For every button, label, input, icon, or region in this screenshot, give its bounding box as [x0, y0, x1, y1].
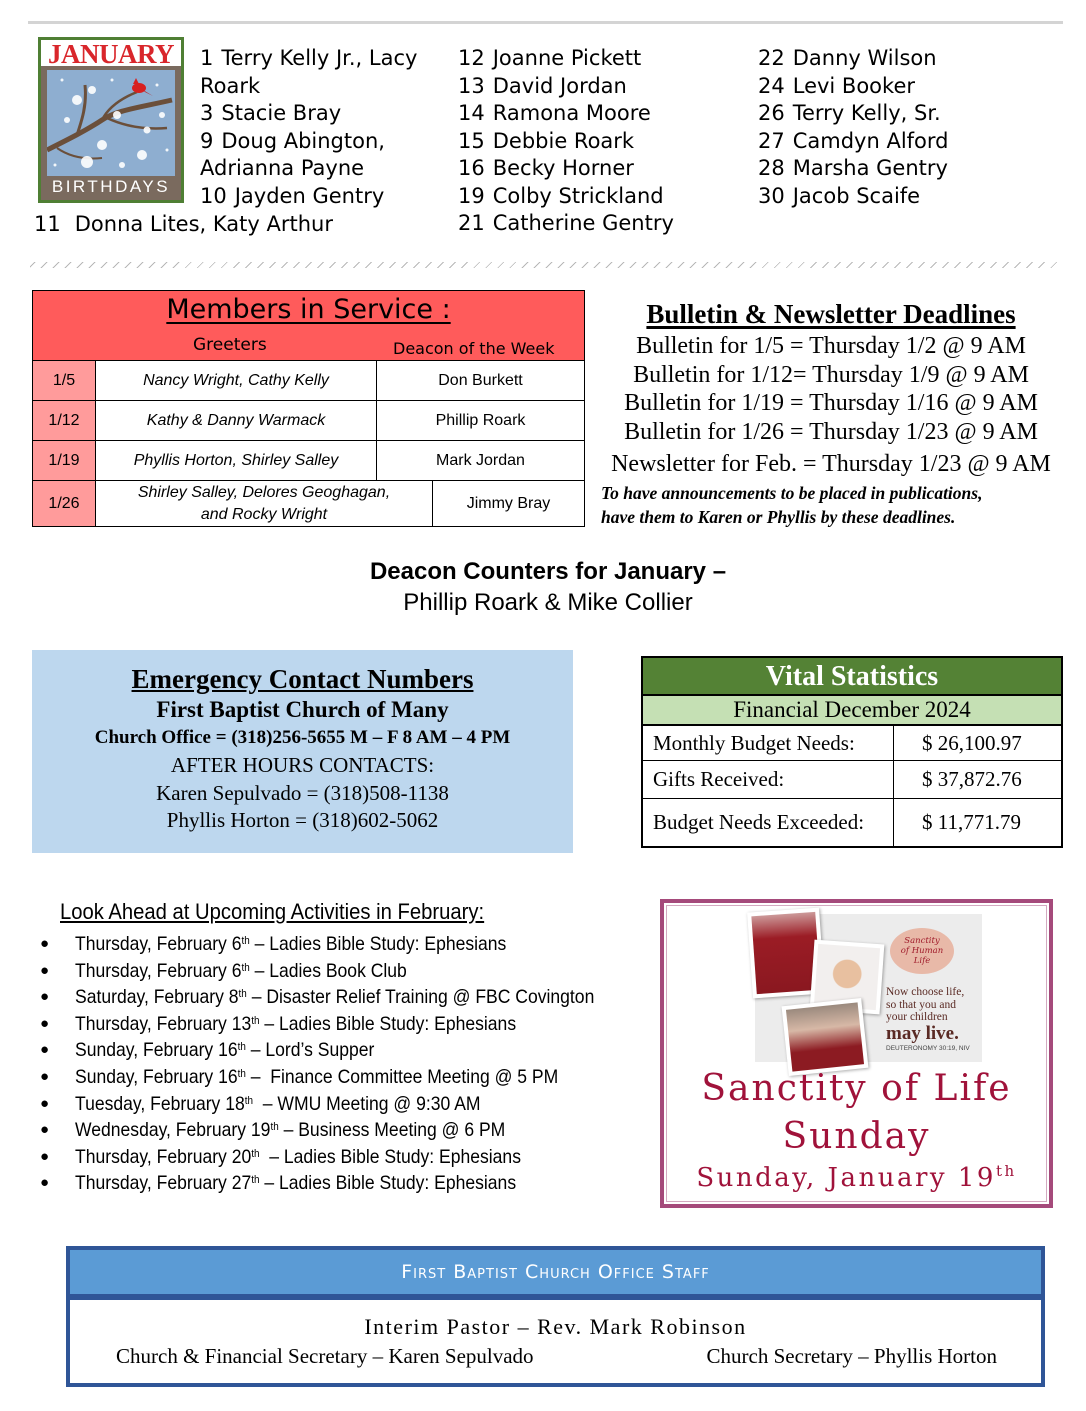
activity-event: – Ladies Bible Study: Ephesians: [259, 1145, 521, 1168]
birthday-day: 15: [458, 128, 485, 153]
activity-event: – WMU Meeting @ 9:30 AM: [253, 1092, 481, 1115]
activity-date: Thursday, February 13: [75, 1012, 252, 1035]
date-suffix: th: [270, 1121, 279, 1134]
stat-label: Budget Needs Exceeded:: [643, 799, 894, 846]
january-birthdays-logo: [38, 37, 184, 203]
birthday-day: 13: [458, 73, 485, 98]
birthday-day: 21: [458, 211, 485, 235]
birthday-entry: [758, 100, 949, 128]
birthday-entry: [200, 45, 430, 100]
date-suffix: th: [237, 1067, 246, 1080]
vital-statistics-subtitle: Financial December 2024: [643, 696, 1061, 726]
activity-event: – Ladies Bible Study: Ephesians: [259, 1172, 517, 1195]
deadline-line: Bulletin for 1/5 = Thursday 1/2 @ 9 AM: [636, 333, 1026, 359]
sanctity-title-line1: Sanctity of Life: [701, 1068, 1012, 1109]
activity-text: [75, 1011, 516, 1038]
birthday-entry: [200, 183, 430, 211]
stat-label: Monthly Budget Needs:: [643, 726, 894, 760]
service-date: 1/5: [33, 361, 96, 400]
birthday-entry: [458, 100, 674, 128]
service-table-header: [33, 291, 584, 361]
activity-text: [75, 984, 594, 1011]
date-suffix: th: [251, 1147, 260, 1160]
birthday-names: Catherine Gentry: [492, 211, 674, 235]
service-title: Members in Service :: [166, 294, 451, 325]
birthdays-column-1: [200, 45, 430, 210]
bullet-icon: ●: [40, 961, 50, 979]
birthday-names: Doug Abington, Adrianna Payne: [200, 128, 385, 180]
activity-event: – Ladies Book Club: [249, 959, 407, 982]
service-date: 1/26: [33, 481, 96, 526]
greeters-column-header: Greeters: [193, 335, 267, 355]
deadlines-note-line: have them to Karen or Phyllis by these deadlines.: [601, 506, 956, 527]
older-woman-photo: [782, 998, 869, 1076]
activity-item: [40, 1011, 652, 1038]
activity-text: [75, 931, 506, 958]
look-ahead-list: [40, 931, 652, 1197]
activity-date: Thursday, February 6: [75, 933, 242, 955]
birthday-names: Joanne Pickett: [492, 46, 642, 70]
service-date: 1/12: [33, 401, 96, 440]
birthday-entry: [458, 183, 674, 211]
date-suffix: th: [251, 1174, 260, 1187]
birthday-names: Marsha Gentry: [792, 156, 948, 180]
verse-emphasis: may live.: [886, 1022, 959, 1044]
deacon-counters-names: Phillip Roark & Mike Collier: [403, 589, 693, 616]
birthday-names: Donna Lites, Katy Arthur: [74, 212, 333, 236]
sanctity-of-life-box: [660, 899, 1053, 1208]
activity-date: Tuesday, February 18: [75, 1092, 245, 1115]
sanctity-title-line2: Sunday: [782, 1116, 931, 1157]
activity-date: Thursday, February 20: [75, 1145, 252, 1168]
vital-statistics-title: Vital Statistics: [643, 658, 1061, 696]
vital-statistics-table: [641, 656, 1063, 848]
service-row: [33, 361, 584, 401]
deadline-line: Bulletin for 1/19 = Thursday 1/16 @ 9 AM: [624, 390, 1038, 416]
birthday-day: 22: [758, 46, 785, 70]
activity-text: [75, 1091, 481, 1118]
birthday-names: Debbie Roark: [492, 128, 635, 153]
sanctity-date-text: Sunday, January 19: [696, 1163, 996, 1193]
activity-item: [40, 1170, 652, 1197]
birthday-day: 30: [758, 183, 785, 208]
activity-date: Wednesday, February 19: [75, 1119, 271, 1142]
birthday-day: 24: [758, 73, 785, 98]
deadlines-note: [597, 481, 1065, 529]
service-greeters: Nancy Wright, Cathy Kelly: [96, 361, 377, 400]
birthdays-column-2: [458, 45, 674, 238]
badge-line: of Human: [900, 946, 944, 956]
birthday-entry: [458, 155, 674, 183]
birthday-entry: [458, 210, 674, 238]
birthday-day: 12: [458, 46, 485, 70]
service-row: [33, 441, 584, 481]
newsletter-deadline: Newsletter for Feb. = Thursday 1/23 @ 9 AM: [611, 451, 1051, 477]
stat-value: $ 11,771.79: [922, 810, 1021, 834]
deadline-line: Bulletin for 1/26 = Thursday 1/23 @ 9 AM: [624, 418, 1038, 445]
activity-text: [75, 958, 407, 985]
cardinal-on-branch-icon: [47, 70, 175, 176]
vital-statistics-row: [643, 799, 1061, 846]
activity-item: [40, 1117, 652, 1144]
birthday-entry: [758, 183, 949, 211]
stat-value: $ 26,100.97: [922, 730, 1022, 755]
top-divider: [28, 21, 1063, 24]
date-suffix: th: [244, 1094, 254, 1107]
birthday-names: Terry Kelly Jr., Lacy Roark: [200, 46, 418, 98]
vital-statistics-row: [643, 726, 1061, 761]
birthday-names: Becky Horner: [492, 156, 634, 180]
vital-statistics-row: [643, 761, 1061, 799]
birthday-entry: [458, 45, 674, 73]
office-staff-box: [66, 1246, 1045, 1387]
date-suffix: th: [241, 961, 250, 974]
church-secretary: Church Secretary – Phyllis Horton: [706, 1344, 997, 1368]
date-suffix: th: [237, 1041, 246, 1054]
date-suffix: th: [238, 988, 247, 1001]
stat-label: Gifts Received:: [643, 761, 894, 798]
bullet-icon: ●: [40, 1094, 50, 1112]
birthday-entry: [458, 128, 674, 156]
bullet-icon: ●: [40, 1147, 50, 1165]
emergency-contacts-box: [32, 650, 573, 853]
birthday-names: Danny Wilson: [792, 46, 937, 70]
members-in-service-table: [32, 290, 585, 527]
birthday-day: 10: [200, 183, 227, 208]
birthday-day: 28: [758, 156, 785, 180]
birthday-names: Stacie Bray: [221, 101, 342, 125]
birthday-day: 3: [200, 101, 214, 125]
deadlines-note-line: To have announcements to be placed in publications,: [601, 482, 983, 503]
birthdays-column-3: [758, 45, 949, 210]
activity-event: – Business Meeting @ 6 PM: [278, 1119, 506, 1142]
birthday-day: 19: [458, 183, 485, 208]
verse-line: so that you and: [886, 998, 956, 1011]
activity-event: – Ladies Bible Study: Ephesians: [249, 933, 507, 955]
activity-date: Thursday, February 6: [75, 959, 242, 982]
service-greeters: Shirley Salley, Delores Geoghagan, and Rocky Wright: [96, 481, 433, 526]
activity-date: Saturday, February 8: [75, 986, 239, 1009]
service-date: 1/19: [33, 441, 96, 480]
badge-line: Sanctity: [904, 936, 940, 946]
activity-text: [75, 1037, 374, 1064]
activity-item: [40, 1091, 652, 1118]
deacon-counters: [0, 556, 1086, 618]
birthday-day: 16: [458, 156, 485, 180]
activity-event: – Finance Committee Meeting @ 5 PM: [245, 1065, 559, 1088]
verse-line: your children: [886, 1011, 948, 1023]
decorative-divider: [30, 262, 1062, 268]
badge-line: Life: [913, 956, 931, 966]
bullet-icon: ●: [40, 935, 50, 952]
birthday-entry: [758, 128, 949, 156]
service-deacon: Phillip Roark: [435, 411, 526, 429]
bullet-icon: ●: [40, 1067, 50, 1085]
interim-pastor: Interim Pastor – Rev. Mark Robinson: [364, 1314, 747, 1339]
verse-reference: DEUTERONOMY 30:19, NIV: [886, 1044, 970, 1052]
staff-secretaries: [70, 1340, 1041, 1372]
bullet-icon: ●: [40, 988, 50, 1006]
birthday-entry: [758, 45, 949, 73]
birthday-names: Terry Kelly, Sr.: [792, 101, 941, 125]
birthday-day: 27: [758, 128, 785, 153]
birthday-day: 11: [34, 212, 61, 236]
activity-text: [75, 1064, 558, 1091]
activity-date: Sunday, February 16: [75, 1065, 238, 1088]
activity-item: [40, 931, 652, 958]
stat-value: $ 37,872.76: [922, 767, 1022, 791]
activity-event: – Ladies Bible Study: Ephesians: [259, 1012, 517, 1035]
birthday-entry: [200, 100, 430, 128]
birthday-entry: [458, 73, 674, 101]
activity-text: [75, 1117, 505, 1144]
bullet-icon: ●: [40, 1121, 50, 1139]
activity-item: [40, 1064, 652, 1091]
birthday-day: 1: [200, 46, 214, 70]
office-staff-title: First Baptist Church Office Staff: [70, 1250, 1041, 1300]
birthday-names: Ramona Moore: [492, 101, 651, 125]
activity-text: [75, 1144, 521, 1171]
birthday-names: Camdyn Alford: [792, 128, 949, 153]
logo-title: JANUARY: [41, 40, 181, 66]
activity-item: [40, 1144, 652, 1171]
activity-text: [75, 1170, 516, 1197]
birthday-entry: [200, 128, 430, 183]
sanctity-badge: [890, 928, 954, 974]
sanctity-date: [664, 1161, 1049, 1195]
activity-date: Thursday, February 27: [75, 1172, 252, 1195]
church-name: First Baptist Church of Many: [156, 697, 449, 722]
bullet-icon: ●: [40, 1014, 50, 1032]
birthday-day: 9: [200, 128, 214, 153]
birthday-names: Levi Booker: [792, 73, 915, 98]
birthday-entry: [758, 73, 949, 101]
birthday-names: David Jordan: [492, 73, 627, 98]
winter-branch-cardinal-illustration: [47, 70, 175, 176]
after-hours-contact: Phyllis Horton = (318)602-5062: [166, 808, 439, 832]
service-row: [33, 481, 584, 526]
deadlines-title: Bulletin & Newsletter Deadlines: [646, 299, 1016, 329]
birthday-day: 14: [458, 101, 485, 125]
after-hours-label: AFTER HOURS CONTACTS:: [170, 753, 435, 777]
after-hours-contact: Karen Sepulvado = (318)508-1138: [156, 780, 449, 805]
service-greeters: Phyllis Horton, Shirley Salley: [96, 441, 377, 480]
date-suffix: th: [241, 935, 250, 947]
birthday-names: Jacob Scaife: [792, 183, 921, 208]
deadline-line: Bulletin for 1/12= Thursday 1/9 @ 9 AM: [633, 361, 1029, 388]
bullet-icon: ●: [40, 1041, 50, 1059]
date-suffix: th: [251, 1014, 260, 1027]
service-row: [33, 401, 584, 441]
verse-line: Now choose life,: [886, 986, 965, 998]
service-greeters: Kathy & Danny Warmack: [96, 401, 377, 440]
look-ahead-title: Look Ahead at Upcoming Activities in February:: [60, 899, 485, 924]
activity-event: – Disaster Relief Training @ FBC Covington: [246, 986, 595, 1009]
activity-item: [40, 958, 652, 985]
deacon-column-header: Deacon of the Week: [393, 339, 555, 358]
service-deacon: Mark Jordan: [436, 451, 525, 469]
service-deacon: Don Burkett: [438, 371, 523, 389]
deacon-counters-heading: Deacon Counters for January –: [369, 558, 727, 585]
church-office-phone: Church Office = (318)256-5655 M – F 8 AM – 4 PM: [94, 727, 511, 748]
deadlines-section: [597, 296, 1065, 529]
sanctity-of-life-image: [755, 914, 982, 1062]
birthday-names: Jayden Gentry: [234, 183, 385, 208]
emergency-title: Emergency Contact Numbers: [131, 664, 474, 694]
birthday-entry: [758, 155, 949, 183]
birthday-day: 26: [758, 101, 785, 125]
activity-item: [40, 1037, 652, 1064]
activity-event: – Lord’s Supper: [245, 1039, 375, 1062]
date-suffix: th: [995, 1162, 1017, 1180]
bullet-icon: ●: [40, 1174, 50, 1192]
financial-secretary: Church & Financial Secretary – Karen Sepulvado: [116, 1344, 534, 1368]
activity-date: Sunday, February 16: [75, 1039, 238, 1062]
logo-subtitle: BIRTHDAYS: [51, 177, 171, 196]
birthday-names: Colby Strickland: [492, 183, 664, 208]
verse-text: [886, 986, 970, 1055]
birthday-entry: [34, 211, 333, 239]
service-deacon: Jimmy Bray: [466, 494, 551, 512]
activity-item: [40, 984, 652, 1011]
